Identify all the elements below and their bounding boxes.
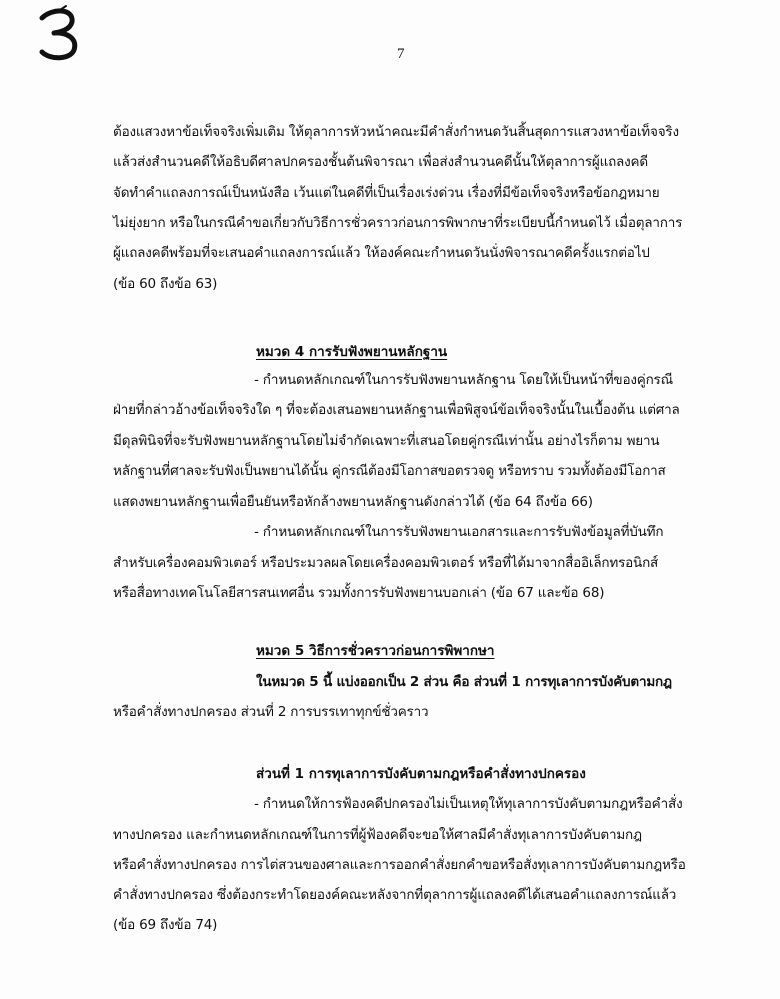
part-1-para1-line-1: - กำหนดให้การฟ้องคดีปกครองไม่เป็นเหตุให้ทุเลาการบังคับตามกฎหรือคำสั่ง — [254, 796, 683, 812]
chapter-4-para1-line-5: แสดงพยานหลักฐานเพื่อยืนยันหรือหักล้างพยานหลักฐานดังกล่าวได้ (ข้อ 64 ถึงข้อ 66) — [113, 494, 593, 510]
part-1-heading: ส่วนที่ 1 การทุเลาการบังคับตามกฎหรือคำสั่งทางปกครอง — [256, 766, 586, 782]
part-1-para1-line-3: หรือคำสั่งทางปกครอง การไต่สวนของศาลและการออกคำสั่งยกคำขอหรือสั่งทุเลาการบังคับตามกฎหรือ — [113, 857, 686, 873]
page-number: 7 — [397, 46, 405, 62]
intro-line-2: แล้วส่งสำนวนคดีให้อธิบดีศาลปกครองชั้นต้นพิจารณา เพื่อส่งสำนวนคดีนั้นให้ตุลาการผู้แถลงคดี — [113, 154, 648, 170]
chapter-4-para1-line-4: หลักฐานที่ศาลจะรับฟังเป็นพยานได้นั้น คู่กรณีต้องมีโอกาสขอตรวจดู หรือทราบ รวมทั้งต้องมีโอกาส — [113, 463, 666, 479]
chapter-5-para1-line-2: หรือคำสั่งทางปกครอง ส่วนที่ 2 การบรรเทาทุกข์ชั่วคราว — [113, 704, 429, 720]
chapter-4-para1-line-1: - กำหนดหลักเกณฑ์ในการรับฟังพยานหลักฐาน โดยให้เป็นหน้าที่ของคู่กรณี — [254, 372, 673, 388]
part-1-para1-line-4: คำสั่งทางปกครอง ซึ่งต้องกระทำโดยองค์คณะหลังจากที่ตุลาการผู้แถลงคดีได้เสนอคำแถลงการณ์แล้ว — [113, 887, 677, 903]
chapter-5-heading: หมวด 5 วิธีการชั่วคราวก่อนการพิพากษา — [256, 643, 495, 659]
chapter-4-para2-line-2: สำหรับเครื่องคอมพิวเตอร์ หรือประมวลผลโดยเครื่องคอมพิวเตอร์ หรือที่ได้มาจากสื่ออิเล็กทรอนิกส์ — [113, 555, 659, 571]
part-1-para1-line-2: ทางปกครอง และกำหนดหลักเกณฑ์ในการที่ผู้ฟ้องคดีจะขอให้ศาลมีคำสั่งทุเลาการบังคับตามกฎ — [113, 827, 642, 843]
chapter-4-para2-line-3: หรือสื่อทางเทคโนโลยีสารสนเทศอื่น รวมทั้งการรับฟังพยานบอกเล่า (ข้อ 67 และข้อ 68) — [113, 585, 605, 601]
chapter-4-para2-line-1: - กำหนดหลักเกณฑ์ในการรับฟังพยานเอกสารและการรับฟังข้อมูลที่บันทึก — [254, 524, 664, 540]
intro-line-6: (ข้อ 60 ถึงข้อ 63) — [113, 276, 218, 292]
part-1-para1-line-5: (ข้อ 69 ถึงข้อ 74) — [113, 917, 218, 933]
intro-line-1: ต้องแสวงหาข้อเท็จจริงเพิ่มเติม ให้ตุลาการหัวหน้าคณะมีคำสั่งกำหนดวันสิ้นสุดการแสวงหาข้อเท็จจริง — [113, 124, 679, 140]
intro-line-5: ผู้แถลงคดีพร้อมที่จะเสนอคำแถลงการณ์แล้ว ให้องค์คณะกำหนดวันนั่งพิจารณาคดีครั้งแรกต่อไป — [113, 245, 650, 261]
chapter-4-para1-line-3: มีดุลพินิจที่จะรับฟังพยานหลักฐานโดยไม่จำกัดเฉพาะที่เสนอโดยคู่กรณีเท่านั้น อย่างไรก็ตาม พยาน — [113, 433, 660, 449]
chapter-4-para1-line-2: ฝ่ายที่กล่าวอ้างข้อเท็จจริงใด ๆ ที่จะต้องเสนอพยานหลักฐานเพื่อพิสูจน์ข้อเท็จจริงนั้นในเบื้องต้น แต่ศาล — [113, 402, 680, 418]
handwritten-number-mark — [30, 2, 90, 62]
chapter-5-para1-line-1: ในหมวด 5 นี้ แบ่งออกเป็น 2 ส่วน คือ ส่วนที่ 1 การทุเลาการบังคับตามกฎ — [256, 674, 672, 690]
intro-line-3: จัดทำคำแถลงการณ์เป็นหนังสือ เว้นแต่ในคดีที่เป็นเรื่องเร่งด่วน เรื่องที่มีข้อเท็จจริงหรือข้อกฎหมาย — [113, 185, 660, 201]
intro-line-4: ไม่ยุ่งยาก หรือในกรณีคำขอเกี่ยวกับวิธีการชั่วคราวก่อนการพิพากษาที่ระเบียบนี้กำหนดไว้ เมื่อตุลาการ — [113, 215, 683, 231]
chapter-4-heading: หมวด 4 การรับฟังพยานหลักฐาน — [256, 344, 448, 360]
